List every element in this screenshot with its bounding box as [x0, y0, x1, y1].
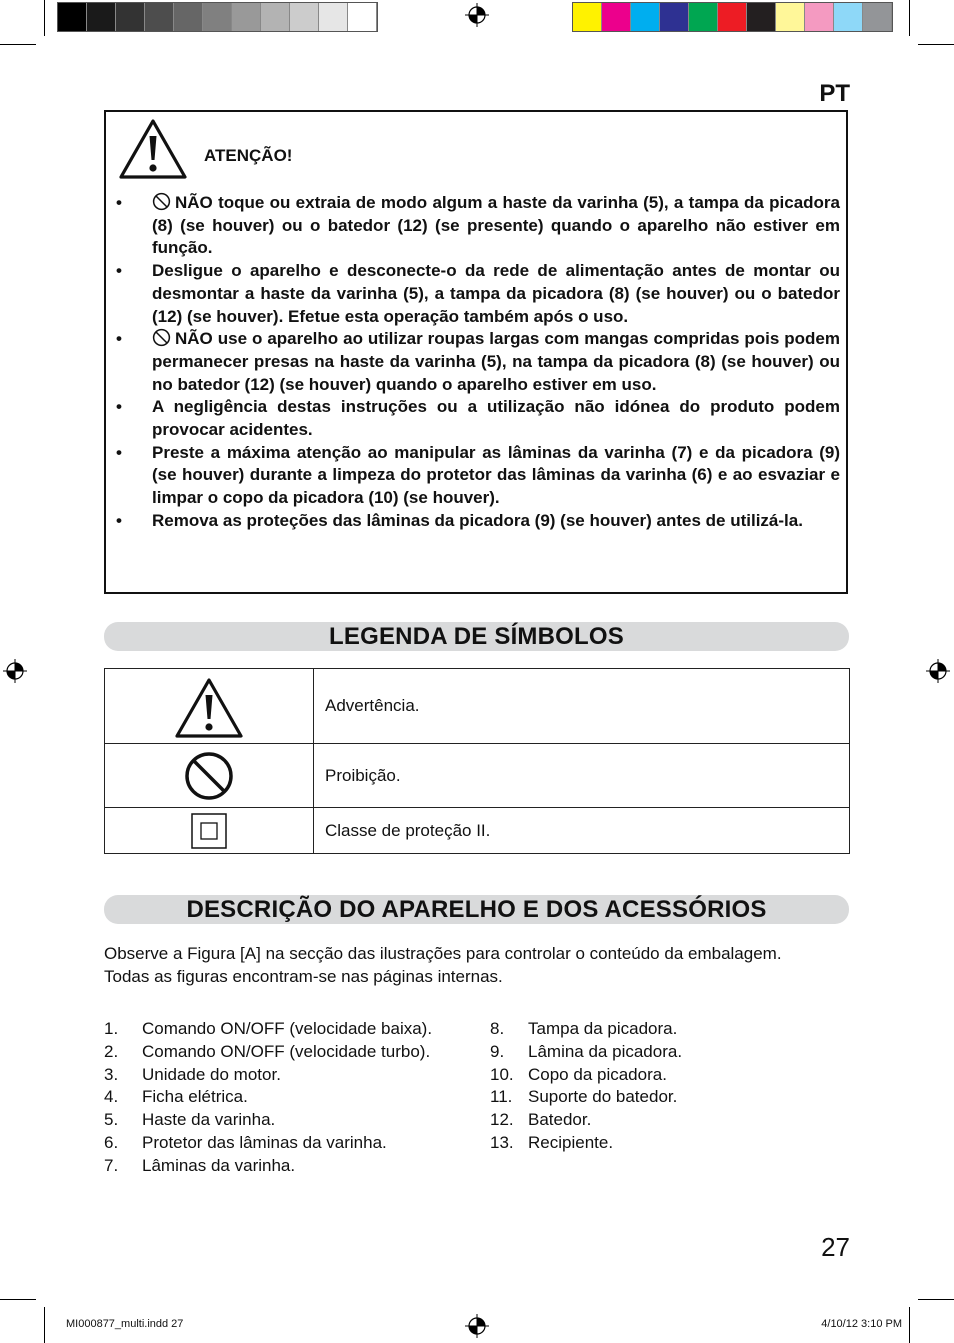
registration-mark-icon	[465, 3, 489, 27]
crop-mark	[918, 44, 954, 45]
legend-icon-cell	[105, 669, 314, 744]
crop-mark	[44, 0, 45, 36]
color-swatch	[87, 3, 116, 31]
intro-line: Todas as figuras encontram-se nas páginas internas.	[104, 967, 503, 986]
item-label: Unidade do motor.	[142, 1064, 281, 1084]
color-swatch	[573, 3, 602, 31]
item-label: Comando ON/OFF (velocidade baixa).	[142, 1019, 433, 1038]
intro-line: Observe a Figura [A] na secção das ilustrações para controlar o conteúdo da embalagem.	[104, 944, 782, 963]
parts-list-item	[490, 1064, 682, 1087]
grayscale-color-bar	[57, 2, 378, 32]
bullet-dot: •	[116, 261, 122, 281]
item-label: Suporte do batedor.	[528, 1087, 678, 1107]
bullet-dot: •	[116, 510, 122, 530]
legend-row	[105, 808, 850, 854]
legend-icon-cell	[105, 808, 314, 854]
item-number: 12.	[490, 1110, 514, 1130]
bullet-text: Remova as proteções das lâminas da picadora (9) (se houver) antes de utilizá-la.	[152, 510, 803, 530]
warning-bullet	[116, 396, 840, 441]
color-swatch	[805, 3, 834, 31]
crop-mark	[0, 1299, 36, 1300]
description-intro	[104, 942, 864, 988]
item-label: Comando ON/OFF (velocidade turbo).	[142, 1041, 431, 1061]
bullet-text: NÃO toque ou extraia de modo algum a haste da varinha (5), a tampa da picadora (8) (se houver) ou o batedor (12) (se presente) quando o aparelho não estiver em função.	[152, 193, 840, 258]
page-number: 27	[821, 1232, 850, 1262]
legend-text: Classe de proteção II.	[314, 808, 850, 854]
parts-list-item	[490, 1086, 682, 1109]
color-swatch	[747, 3, 776, 31]
color-swatch	[58, 3, 87, 31]
item-number: 10.	[490, 1064, 514, 1084]
legend-row	[105, 669, 850, 744]
item-number: 11.	[490, 1087, 513, 1107]
color-swatch	[863, 3, 892, 31]
footer-filename: MI000877_multi.indd 27	[66, 1318, 184, 1330]
legend-text: Proibição.	[314, 744, 850, 808]
registration-mark-icon	[465, 1314, 489, 1338]
color-swatch	[261, 3, 290, 31]
crop-mark	[909, 1307, 910, 1343]
color-swatch	[319, 3, 348, 31]
bullet-dot: •	[116, 193, 122, 212]
footer-date: 4/10/12 3:10 PM	[821, 1318, 902, 1330]
item-label: Ficha elétrica.	[142, 1087, 248, 1107]
color-swatch	[203, 3, 232, 31]
bullet-dot: •	[116, 442, 122, 462]
item-number: 3.	[104, 1064, 119, 1084]
item-label: Copo da picadora.	[528, 1064, 667, 1084]
warning-title: ATENÇÃO!	[204, 146, 293, 165]
crop-mark	[909, 0, 910, 36]
warning-bullet	[116, 192, 840, 260]
parts-list-item	[104, 1109, 432, 1132]
prohibition-icon	[152, 328, 171, 347]
warning-box	[104, 110, 848, 594]
item-label: Batedor.	[528, 1110, 592, 1130]
color-swatch	[116, 3, 145, 31]
item-number: 2.	[104, 1041, 119, 1061]
parts-list-item	[104, 1041, 432, 1064]
warning-bullet-list	[116, 192, 840, 533]
color-swatch	[689, 3, 718, 31]
registration-mark-icon	[926, 659, 950, 683]
item-label: Recipiente.	[528, 1132, 614, 1152]
warning-bullet	[116, 510, 840, 533]
parts-list-left	[104, 1018, 432, 1178]
warning-triangle-icon	[174, 677, 244, 739]
item-number: 8.	[490, 1019, 505, 1038]
item-label: Lâminas da varinha.	[142, 1155, 296, 1175]
item-number: 13.	[490, 1132, 514, 1152]
warning-bullet	[116, 328, 840, 396]
crop-mark	[0, 44, 36, 45]
parts-list-item	[104, 1086, 432, 1109]
item-number: 6.	[104, 1132, 119, 1152]
color-swatch	[602, 3, 631, 31]
parts-list-item	[104, 1018, 432, 1041]
item-number: 7.	[104, 1155, 119, 1175]
bullet-text: Desligue o aparelho e desconecte-o da rede de alimentação antes de montar ou desmontar a haste da varinha (5), a tampa da picadora (8) (se houver) ou o batedor (12) (se houver). Efetue esta operação também após o uso.	[152, 261, 840, 326]
color-swatch	[631, 3, 660, 31]
parts-list-right	[490, 1018, 682, 1155]
parts-list-item	[490, 1041, 682, 1064]
symbol-legend-table	[104, 668, 850, 854]
color-swatch	[232, 3, 261, 31]
parts-list-item	[490, 1132, 682, 1155]
parts-list-item	[104, 1155, 432, 1178]
color-swatch	[174, 3, 203, 31]
legend-icon-cell	[105, 744, 314, 808]
prohibition-icon	[183, 750, 235, 802]
language-code: PT	[819, 80, 850, 107]
bullet-text: NÃO use o aparelho ao utilizar roupas largas com mangas compridas pois podem permanecer presas na haste da varinha (5), na tampa da picadora (8) (se houver) ou no batedor (12) (se houver) quando o aparelho estiver em uso.	[152, 329, 840, 394]
parts-list-item	[104, 1132, 432, 1155]
bullet-text: Preste a máxima atenção ao manipular as lâminas da varinha (7) e da picadora (9) (se houver) durante a limpeza do protetor das lâminas da varinha (6) e ao esvaziar e limpar o copo da picadora (10) (se houver).	[152, 442, 840, 508]
legend-row	[105, 744, 850, 808]
warning-bullet	[116, 260, 840, 328]
warning-bullet	[116, 442, 840, 510]
color-swatch	[145, 3, 174, 31]
prohibition-icon	[152, 192, 171, 211]
parts-list-item	[104, 1064, 432, 1087]
legend-heading: LEGENDA DE SÍMBOLOS	[104, 622, 849, 651]
warning-triangle-icon	[118, 118, 188, 180]
bullet-text: A negligência destas instruções ou a utilização não idónea do produto podem provocar acidentes.	[152, 397, 840, 440]
parts-list-item	[490, 1018, 682, 1041]
description-heading: DESCRIÇÃO DO APARELHO E DOS ACESSÓRIOS	[104, 895, 849, 924]
item-label: Lâmina da picadora.	[528, 1041, 683, 1061]
parts-list-item	[490, 1109, 682, 1132]
color-swatch	[776, 3, 805, 31]
item-number: 1.	[104, 1019, 119, 1038]
class-ii-icon	[191, 813, 227, 849]
color-swatch	[718, 3, 747, 31]
bullet-dot: •	[116, 397, 122, 417]
item-label: Haste da varinha.	[142, 1110, 276, 1130]
item-number: 5.	[104, 1110, 119, 1130]
item-number: 9.	[490, 1041, 505, 1061]
item-number: 4.	[104, 1087, 119, 1107]
color-swatch	[290, 3, 319, 31]
color-swatch	[834, 3, 863, 31]
crop-mark	[44, 1307, 45, 1343]
color-swatch	[348, 3, 377, 31]
registration-mark-icon	[3, 659, 27, 683]
item-label: Tampa da picadora.	[528, 1019, 678, 1038]
color-swatch	[660, 3, 689, 31]
cmyk-color-bar	[572, 2, 893, 32]
legend-text: Advertência.	[314, 669, 850, 744]
crop-mark	[918, 1299, 954, 1300]
bullet-dot: •	[116, 329, 122, 349]
item-label: Protetor das lâminas da varinha.	[142, 1132, 387, 1152]
